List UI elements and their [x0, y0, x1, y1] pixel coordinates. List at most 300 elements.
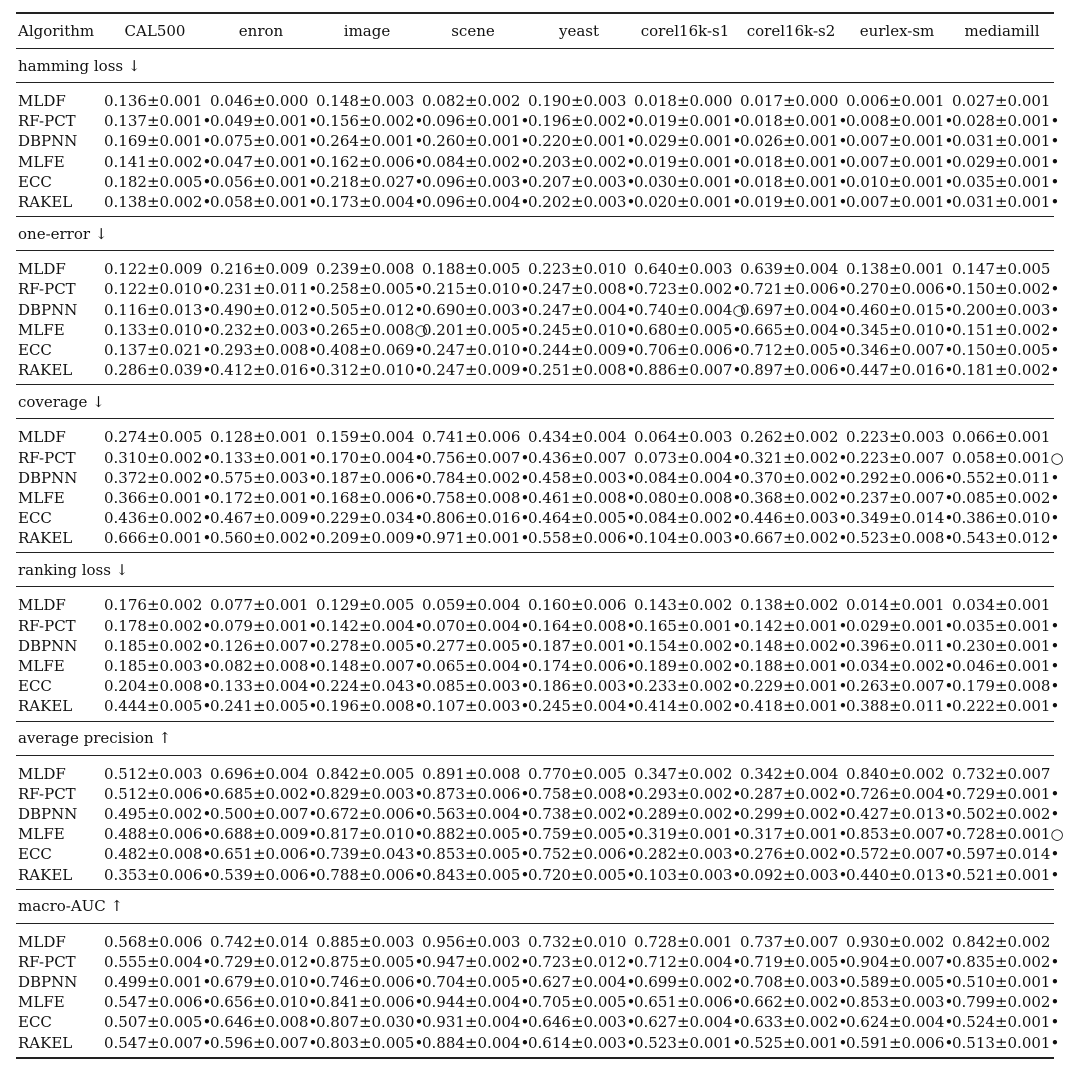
row-algorithm: ECC: [18, 845, 52, 864]
table-cell: 0.164±0.008•: [528, 616, 636, 635]
table-cell: 0.019±0.001•: [634, 152, 742, 171]
table-cell: 0.073±0.004•: [634, 448, 742, 467]
table-cell: 0.662±0.002•: [740, 993, 848, 1012]
table-row: [16, 952, 1054, 972]
table-cell: 0.596±0.007•: [208, 1033, 314, 1058]
table-row: [16, 131, 1054, 151]
table-cell: 0.188±0.005: [422, 260, 521, 279]
table-cell: 0.412±0.016•: [210, 361, 318, 380]
row-algorithm: ECC: [18, 677, 52, 696]
table-cell: 0.189±0.002•: [634, 657, 742, 676]
table-cell: 0.201±0.005•: [422, 320, 530, 339]
table-cell: 0.721±0.006•: [740, 280, 848, 299]
table-cell: 0.572±0.007•: [846, 845, 954, 864]
table-cell: 0.202±0.003•: [528, 193, 636, 212]
table-cell: 0.137±0.001•: [104, 112, 212, 131]
table-cell: 0.216±0.009: [210, 260, 309, 279]
table-cell: 0.752±0.006•: [528, 845, 636, 864]
table-cell: 0.543±0.012•: [952, 529, 1060, 548]
table-cell: 0.084±0.004•: [634, 468, 742, 487]
table-cell: 0.788±0.006•: [316, 865, 424, 884]
table-cell: 0.510±0.001•: [952, 973, 1060, 992]
table-cell: 0.031±0.001•: [952, 193, 1060, 212]
table-cell: 0.873±0.006•: [422, 784, 530, 803]
table-row: [16, 755, 1054, 784]
header-row: [16, 13, 1054, 49]
section-title: ranking loss ↓: [16, 553, 1054, 587]
table-cell: 0.263±0.007•: [846, 677, 954, 696]
table-cell: 0.840±0.002: [846, 764, 945, 783]
table-cell: 0.427±0.013•: [846, 804, 954, 823]
table-cell: 0.349±0.014•: [846, 509, 954, 528]
section-header-row: [16, 889, 1054, 923]
table-cell: 0.165±0.001•: [634, 616, 742, 635]
table-cell: 0.244±0.009•: [528, 340, 636, 359]
table-cell: 0.446±0.003•: [740, 509, 848, 528]
table-cell: 0.685±0.002•: [210, 784, 318, 803]
table-cell: 0.265±0.008○: [316, 320, 428, 339]
table-cell: 0.122±0.010•: [104, 280, 212, 299]
table-cell: 0.882±0.005•: [422, 825, 530, 844]
table-cell: 0.231±0.011•: [210, 280, 318, 299]
table-cell: 0.729±0.001•: [952, 784, 1060, 803]
table-row: [16, 587, 1054, 616]
table-cell: 0.085±0.002•: [952, 488, 1060, 507]
table-cell: 0.018±0.001•: [740, 172, 848, 191]
table-cell: 0.408±0.069•: [316, 340, 424, 359]
table-cell: 0.310±0.002•: [104, 448, 212, 467]
table-row: [16, 192, 1054, 217]
table-cell: 0.147±0.005: [952, 260, 1051, 279]
row-algorithm: MLFE: [18, 488, 65, 507]
table-cell: 0.092±0.003•: [740, 865, 848, 884]
table-cell: 0.627±0.004•: [634, 1013, 742, 1032]
table-cell: 0.186±0.003•: [528, 677, 636, 696]
table-cell: 0.740±0.004○: [634, 300, 746, 319]
row-algorithm: MLFE: [18, 152, 65, 171]
table-cell: 0.842±0.002: [952, 932, 1051, 951]
table-body: [16, 49, 1064, 1058]
row-algorithm: DBPNN: [18, 300, 78, 319]
table-cell: 0.035±0.001•: [952, 172, 1060, 191]
table-cell: 0.321±0.002•: [740, 448, 848, 467]
table-cell: 0.704±0.005•: [422, 973, 530, 992]
table-cell: 0.148±0.007•: [316, 657, 424, 676]
table-cell: 0.142±0.004•: [316, 616, 424, 635]
table-cell: 0.495±0.002•: [104, 804, 212, 823]
row-algorithm: RF-PCT: [18, 448, 76, 467]
results-table: [16, 12, 1064, 1059]
table-cell: 0.434±0.004: [528, 428, 627, 447]
table-cell: 0.220±0.001•: [528, 132, 636, 151]
table-cell: 0.345±0.010•: [846, 320, 954, 339]
table-cell: 0.461±0.008•: [528, 488, 636, 507]
table-cell: 0.971±0.001•: [422, 529, 530, 548]
row-algorithm: MLFE: [18, 320, 65, 339]
table-cell: 0.116±0.013•: [104, 300, 212, 319]
table-cell: 0.066±0.001: [952, 428, 1051, 447]
table-cell: 0.723±0.012•: [528, 952, 636, 971]
table-cell: 0.029±0.001•: [634, 132, 742, 151]
table-row: [16, 528, 1054, 553]
table-cell: 0.931±0.004•: [422, 1013, 530, 1032]
table-cell: 0.174±0.006•: [528, 657, 636, 676]
table-cell: 0.563±0.004•: [422, 804, 530, 823]
table-cell: 0.817±0.010•: [316, 825, 424, 844]
row-algorithm: RF-PCT: [18, 280, 76, 299]
table-cell: 0.215±0.010•: [422, 280, 530, 299]
table-cell: 0.353±0.006•: [104, 865, 212, 884]
table-cell: 0.741±0.006: [422, 428, 521, 447]
table-cell: 0.627±0.004•: [528, 973, 636, 992]
table-cell: 0.737±0.007: [740, 932, 839, 951]
row-algorithm: DBPNN: [18, 636, 78, 655]
table-cell: 0.034±0.001: [952, 596, 1051, 615]
results-table-container: [16, 12, 1064, 1059]
table-cell: 0.436±0.002•: [104, 509, 212, 528]
table-cell: 0.705±0.005•: [528, 993, 636, 1012]
table-cell: 0.138±0.001: [846, 260, 945, 279]
table-cell: 0.007±0.001•: [846, 132, 954, 151]
table-cell: 0.030±0.001•: [634, 172, 742, 191]
table-cell: 0.107±0.003•: [422, 697, 530, 716]
row-algorithm: RF-PCT: [18, 112, 76, 131]
table-cell: 0.187±0.001•: [528, 636, 636, 655]
table-cell: 0.539±0.006•: [210, 865, 318, 884]
table-row: [16, 864, 1054, 889]
section-title: hamming loss ↓: [16, 49, 1054, 83]
table-cell: 0.897±0.006•: [740, 361, 848, 380]
section-header-row: [16, 217, 1054, 251]
table-cell: 0.699±0.002•: [634, 973, 742, 992]
table-cell: 0.058±0.001○: [952, 448, 1064, 467]
section-header-row: [16, 721, 1054, 755]
table-cell: 0.728±0.001○: [952, 825, 1064, 844]
table-cell: 0.103±0.003•: [634, 865, 742, 884]
table-cell: 0.077±0.001: [210, 596, 309, 615]
table-row: [16, 508, 1054, 528]
table-cell: 0.096±0.001•: [422, 112, 530, 131]
table-cell: 0.708±0.003•: [740, 973, 848, 992]
table-cell: 0.262±0.002: [740, 428, 839, 447]
table-cell: 0.853±0.003•: [846, 993, 954, 1012]
table-row: [16, 992, 1054, 1012]
row-algorithm: DBPNN: [18, 468, 78, 487]
row-algorithm: DBPNN: [18, 973, 78, 992]
row-algorithm: RAKEL: [18, 193, 73, 212]
table-cell: 0.552±0.011•: [952, 468, 1060, 487]
table-cell: 0.176±0.002: [104, 596, 203, 615]
table-cell: 0.799±0.002•: [952, 993, 1060, 1012]
table-cell: 0.500±0.007•: [210, 804, 318, 823]
table-cell: 0.028±0.001•: [952, 112, 1060, 131]
table-row: [16, 488, 1054, 508]
table-cell: 0.020±0.001•: [634, 193, 742, 212]
table-cell: 0.502±0.002•: [952, 804, 1060, 823]
row-algorithm: RAKEL: [18, 529, 73, 548]
table-cell: 0.276±0.002•: [740, 845, 848, 864]
table-cell: 0.386±0.010•: [952, 509, 1060, 528]
table-cell: 0.278±0.005•: [316, 636, 424, 655]
table-cell: 0.728±0.001: [634, 932, 733, 951]
table-cell: 0.247±0.010•: [422, 340, 530, 359]
table-cell: 0.142±0.001•: [740, 616, 848, 635]
table-cell: 0.277±0.005•: [422, 636, 530, 655]
row-algorithm: MLFE: [18, 657, 65, 676]
table-cell: 0.679±0.010•: [210, 973, 318, 992]
table-cell: 0.624±0.004•: [846, 1013, 954, 1032]
table-cell: 0.046±0.001•: [952, 657, 1060, 676]
table-cell: 0.209±0.009•: [316, 529, 424, 548]
table-cell: 0.807±0.030•: [316, 1013, 424, 1032]
table-cell: 0.007±0.001•: [846, 152, 954, 171]
table-cell: 0.049±0.001•: [210, 112, 318, 131]
table-cell: 0.293±0.002•: [634, 784, 742, 803]
table-cell: 0.464±0.005•: [528, 509, 636, 528]
table-cell: 0.178±0.002•: [104, 616, 212, 635]
table-cell: 0.223±0.010: [528, 260, 627, 279]
table-cell: 0.085±0.003•: [422, 677, 530, 696]
table-cell: 0.258±0.005•: [316, 280, 424, 299]
row-algorithm: RAKEL: [18, 361, 73, 380]
table-row: [16, 447, 1054, 467]
table-cell: 0.172±0.001•: [210, 488, 318, 507]
table-cell: 0.346±0.007•: [846, 340, 954, 359]
table-cell: 0.233±0.002•: [634, 677, 742, 696]
table-cell: 0.639±0.004: [740, 260, 839, 279]
table-cell: 0.886±0.007•: [634, 361, 742, 380]
table-cell: 0.196±0.008•: [316, 697, 424, 716]
table-cell: 0.512±0.003: [104, 764, 203, 783]
table-row: [16, 152, 1054, 172]
section-title: macro-AUC ↑: [16, 889, 1054, 923]
table-cell: 0.293±0.008•: [210, 340, 318, 359]
table-cell: 0.274±0.005: [104, 428, 203, 447]
table-cell: 0.829±0.003•: [316, 784, 424, 803]
table-cell: 0.843±0.005•: [422, 865, 530, 884]
table-cell: 0.204±0.008•: [104, 677, 212, 696]
table-cell: 0.264±0.001•: [316, 132, 424, 151]
table-cell: 0.008±0.001•: [846, 112, 954, 131]
table-cell: 0.247±0.004•: [528, 300, 636, 319]
row-algorithm: MLDF: [18, 92, 66, 111]
table-cell: 0.656±0.010•: [210, 993, 318, 1012]
table-cell: 0.200±0.003•: [952, 300, 1060, 319]
row-algorithm: ECC: [18, 509, 52, 528]
table-header: [16, 13, 1054, 49]
table-cell: 0.841±0.006•: [316, 993, 424, 1012]
row-algorithm: MLDF: [18, 428, 66, 447]
row-algorithm: RF-PCT: [18, 616, 76, 635]
table-cell: 0.299±0.002•: [740, 804, 848, 823]
table-cell: 0.597±0.014•: [952, 845, 1060, 864]
table-row: [16, 656, 1054, 676]
table-cell: 0.218±0.027•: [316, 172, 424, 191]
table-cell: 0.853±0.007•: [846, 825, 954, 844]
header-dataset: eurlex-sm: [859, 22, 935, 40]
table-cell: 0.696±0.004: [210, 764, 309, 783]
table-cell: 0.891±0.008: [422, 764, 521, 783]
section-title: coverage ↓: [16, 385, 1054, 419]
table-cell: 0.027±0.001: [952, 92, 1051, 111]
table-cell: 0.575±0.003•: [210, 468, 318, 487]
table-cell: 0.460±0.015•: [846, 300, 954, 319]
table-row: [16, 251, 1054, 280]
table-cell: 0.317±0.001•: [740, 825, 848, 844]
row-algorithm: RAKEL: [18, 865, 73, 884]
table-cell: 0.444±0.005•: [104, 697, 212, 716]
table-cell: 0.732±0.007: [952, 764, 1051, 783]
table-cell: 0.806±0.016•: [422, 509, 530, 528]
table-cell: 0.148±0.003: [316, 92, 415, 111]
table-row: [16, 320, 1054, 340]
table-cell: 0.875±0.005•: [316, 952, 424, 971]
row-algorithm: MLDF: [18, 764, 66, 783]
table-cell: 0.150±0.002•: [952, 280, 1060, 299]
table-cell: 0.672±0.006•: [316, 804, 424, 823]
table-cell: 0.196±0.002•: [528, 112, 636, 131]
table-row: [16, 279, 1054, 299]
table-cell: 0.126±0.007•: [210, 636, 318, 655]
table-cell: 0.436±0.007: [528, 448, 627, 467]
table-row: [16, 923, 1054, 952]
table-cell: 0.720±0.005•: [528, 865, 636, 884]
table-cell: 0.245±0.010•: [528, 320, 636, 339]
header-dataset: mediamill: [964, 22, 1040, 40]
table-cell: 0.746±0.006•: [316, 973, 424, 992]
header-dataset: image: [343, 22, 391, 40]
table-row: [16, 1012, 1054, 1032]
table-cell: 0.187±0.006•: [316, 468, 424, 487]
table-cell: 0.289±0.002•: [634, 804, 742, 823]
table-cell: 0.229±0.001•: [740, 677, 848, 696]
table-cell: 0.150±0.005•: [952, 340, 1060, 359]
table-cell: 0.651±0.006•: [210, 845, 318, 864]
table-row: [16, 172, 1054, 192]
table-cell: 0.591±0.006•: [844, 1033, 950, 1058]
header-dataset: enron: [238, 22, 284, 40]
table-cell: 0.270±0.006•: [846, 280, 954, 299]
table-cell: 0.018±0.001•: [740, 112, 848, 131]
table-row: [16, 636, 1054, 656]
table-cell: 0.133±0.004•: [210, 677, 318, 696]
row-algorithm: RAKEL: [16, 1033, 102, 1058]
table-cell: 0.447±0.016•: [846, 361, 954, 380]
section-title: one-error ↓: [16, 217, 1054, 251]
row-algorithm: DBPNN: [18, 804, 78, 823]
table-cell: 0.059±0.004: [422, 596, 521, 615]
table-cell: 0.414±0.002•: [634, 697, 742, 716]
table-cell: 0.505±0.012•: [316, 300, 424, 319]
table-row: [16, 468, 1054, 488]
table-cell: 0.589±0.005•: [846, 973, 954, 992]
table-cell: 0.136±0.001: [104, 92, 203, 111]
table-cell: 0.555±0.004•: [104, 952, 212, 971]
row-algorithm: MLFE: [18, 993, 65, 1012]
table-cell: 0.141±0.002•: [104, 152, 212, 171]
table-cell: 0.904±0.007•: [846, 952, 954, 971]
table-cell: 0.151±0.002•: [952, 320, 1060, 339]
table-row: [16, 300, 1054, 320]
table-cell: 0.372±0.002•: [104, 468, 212, 487]
table-cell: 0.122±0.009: [104, 260, 203, 279]
table-cell: 0.547±0.007•: [102, 1033, 208, 1058]
table-cell: 0.170±0.004•: [316, 448, 424, 467]
table-row: [16, 360, 1054, 385]
table-cell: 0.128±0.001: [210, 428, 309, 447]
table-cell: 0.070±0.004•: [422, 616, 530, 635]
table-cell: 0.726±0.004•: [846, 784, 954, 803]
table-cell: 0.168±0.006•: [316, 488, 424, 507]
table-cell: 0.230±0.001•: [952, 636, 1060, 655]
table-cell: 0.366±0.001•: [104, 488, 212, 507]
table-cell: 0.885±0.003: [316, 932, 415, 951]
table-cell: 0.646±0.003•: [528, 1013, 636, 1032]
table-cell: 0.719±0.005•: [740, 952, 848, 971]
table-cell: 0.104±0.003•: [634, 529, 742, 548]
table-cell: 0.010±0.001•: [846, 172, 954, 191]
table-cell: 0.697±0.004•: [740, 300, 848, 319]
table-cell: 0.758±0.008•: [528, 784, 636, 803]
table-cell: 0.488±0.006•: [104, 825, 212, 844]
table-cell: 0.133±0.010•: [104, 320, 212, 339]
table-cell: 0.056±0.001•: [210, 172, 318, 191]
table-cell: 0.133±0.001•: [210, 448, 318, 467]
table-cell: 0.058±0.001•: [210, 193, 318, 212]
table-cell: 0.738±0.002•: [528, 804, 636, 823]
table-cell: 0.018±0.001•: [740, 152, 848, 171]
table-cell: 0.260±0.001•: [422, 132, 530, 151]
table-cell: 0.019±0.001•: [634, 112, 742, 131]
table-cell: 0.568±0.006: [104, 932, 203, 951]
row-algorithm: RAKEL: [18, 697, 73, 716]
table-row: [16, 83, 1054, 112]
table-cell: 0.017±0.000: [740, 92, 839, 111]
section-header-row: [16, 385, 1054, 419]
table-cell: 0.154±0.002•: [634, 636, 742, 655]
table-cell: 0.034±0.002•: [846, 657, 954, 676]
table-cell: 0.614±0.003•: [526, 1033, 632, 1058]
table-cell: 0.930±0.002: [846, 932, 945, 951]
table-cell: 0.156±0.002•: [316, 112, 424, 131]
row-algorithm: DBPNN: [18, 132, 78, 151]
table-cell: 0.247±0.009•: [422, 361, 530, 380]
table-cell: 0.207±0.003•: [528, 172, 636, 191]
table-cell: 0.706±0.006•: [634, 340, 742, 359]
row-algorithm: MLDF: [18, 932, 66, 951]
table-cell: 0.507±0.005•: [104, 1013, 212, 1032]
table-cell: 0.162±0.006•: [316, 152, 424, 171]
table-cell: 0.729±0.012•: [210, 952, 318, 971]
table-cell: 0.688±0.009•: [210, 825, 318, 844]
table-cell: 0.035±0.001•: [952, 616, 1060, 635]
table-cell: 0.159±0.004: [316, 428, 415, 447]
header-dataset: CAL500: [124, 22, 186, 40]
table-cell: 0.082±0.008•: [210, 657, 318, 676]
header-dataset: corel16k-s1: [640, 22, 730, 40]
table-cell: 0.842±0.005: [316, 764, 415, 783]
table-cell: 0.239±0.008: [316, 260, 415, 279]
table-cell: 0.640±0.003: [634, 260, 733, 279]
table-cell: 0.319±0.001•: [634, 825, 742, 844]
table-cell: 0.169±0.001•: [104, 132, 212, 151]
table-cell: 0.181±0.002•: [952, 361, 1060, 380]
table-cell: 0.096±0.003•: [422, 172, 530, 191]
table-row: [16, 784, 1054, 804]
table-cell: 0.143±0.002: [634, 596, 733, 615]
table-cell: 0.732±0.010: [528, 932, 627, 951]
table-cell: 0.756±0.007•: [422, 448, 530, 467]
